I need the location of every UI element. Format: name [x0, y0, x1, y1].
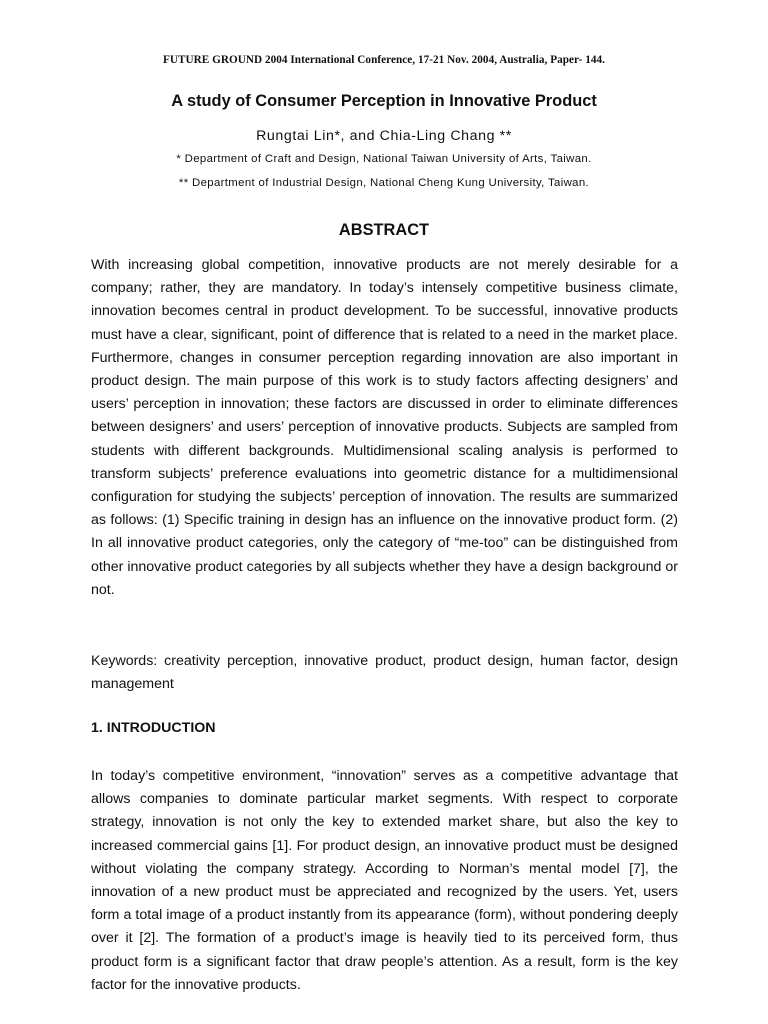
introduction-heading: 1. INTRODUCTION [91, 720, 216, 736]
author-list: Rungtai Lin*, and Chia-Ling Chang ** [256, 128, 512, 144]
paper-title: A study of Consumer Perception in Innovative Product [171, 92, 597, 110]
abstract-text: With increasing global competition, innovative products are not merely desirable for a company; rather, they are mandatory. In today’s intensely competitive business climate, innovation becomes central in product development. To be successful, innovative products must have a clear, significant, point of difference that is related to a need in the market place. Furthermore, changes in consumer perception regarding innovation are also important in product design. The main purpose of this work is to study factors affecting designers’ and users’ perception in innovation; these factors are discussed in order to eliminate differences between designers’ and users’ perception of innovative products. Subjects are sampled from students with different backgrounds. Multidimensional scaling analysis is performed to transform subjects’ preference evaluations into geometric distance for a multidimensional configuration for studying the subjects’ perception of innovation. The results are summarized as follows: (1) Specific training in design has an influence on the innovative product form. (2) In all innovative product categories, only the category of “me-too” can be distinguished from other innovative product categories by all subjects whether they have a design background or not. [91, 257, 678, 598]
affiliation-1: * Department of Craft and Design, National Taiwan University of Arts, Taiwan. [176, 153, 592, 165]
conference-header: FUTURE GROUND 2004 International Conference, 17-21 Nov. 2004, Australia, Paper- 144. [162, 54, 606, 66]
introduction-text: In today’s competitive environment, “innovation” serves as a competitive advantage that allows companies to dominate particular market segments. With respect to corporate strategy, innovation is not only the key to extended market share, but also the key to increased commercial gains [1]. For product design, an innovative product must be designed without violating the company strategy. According to Norman’s mental model [7], the innovation of a new product must be appreciated and recognized by the users. Yet, users form a total image of a product instantly from its appearance (form), without pondering deeply over it [2]. The formation of a product’s image is heavily tied to its perceived form, thus product form is a significant factor that draw people’s attention. As a result, form is the key factor for the innovative products. [91, 768, 678, 993]
affiliation-2: ** Department of Industrial Design, National Cheng Kung University, Taiwan. [178, 177, 590, 189]
abstract-heading: ABSTRACT [338, 221, 430, 239]
keywords-text: Keywords: creativity perception, innovative product, product design, human factor, design management [91, 653, 678, 693]
